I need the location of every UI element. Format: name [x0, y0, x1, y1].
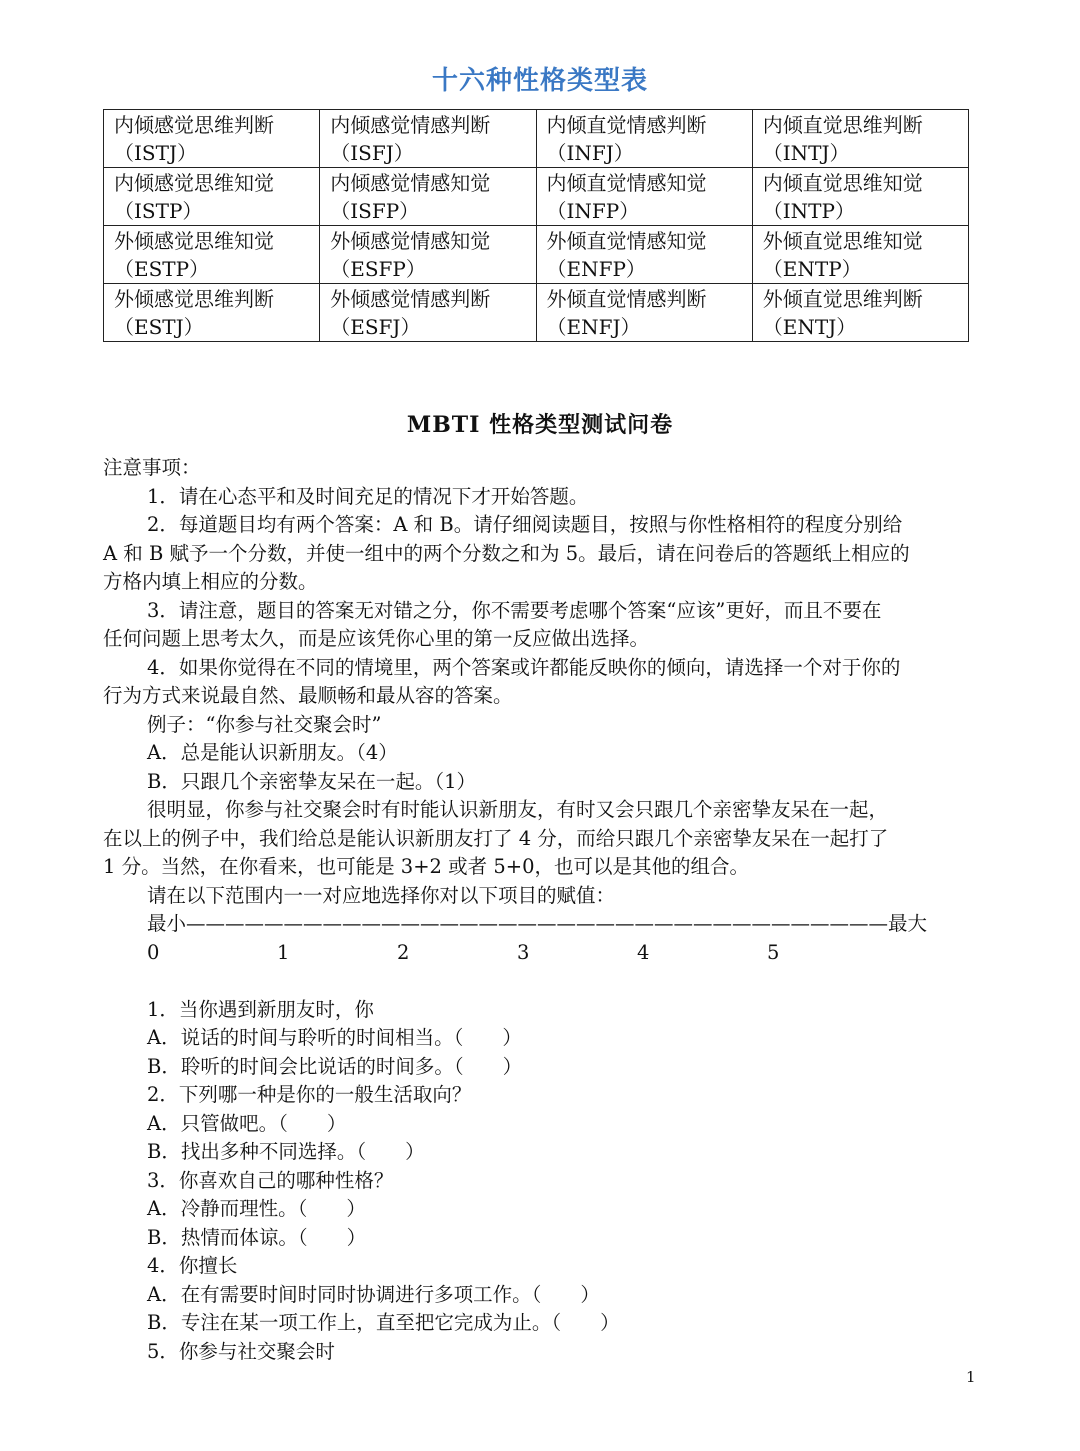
question-option: A．冷静而理性。（ ） — [147, 1197, 366, 1220]
type-code: （ESFJ） — [330, 315, 421, 339]
type-code: （INFJ） — [546, 141, 634, 165]
question-option: B．热情而体谅。（ ） — [147, 1225, 367, 1249]
question-option: B．找出多种不同选择。（ ） — [147, 1140, 425, 1163]
table-cell — [536, 168, 752, 226]
type-code: （ENTJ） — [762, 315, 857, 339]
table-cell — [536, 226, 752, 284]
type-name-cn: 内倾感觉思维知觉 — [114, 171, 274, 195]
scale-numbers — [103, 939, 979, 968]
explanation-line: 很明显，你参与社交聚会时有时能认识新朋友，有时又会只跟几个亲密挚友呆在一起， — [147, 798, 889, 821]
scale-value: 2 — [397, 940, 410, 964]
questionnaire-body — [103, 454, 979, 1366]
note-line: 1．请在心态平和及时间充足的情况下才开始答题。 — [147, 484, 589, 508]
example-heading: 例子：“你参与社交聚会时” — [147, 712, 382, 736]
note-line: 行为方式来说最自然、最顺畅和最从容的答案。 — [103, 684, 513, 707]
type-name-cn: 内倾感觉思维判断 — [114, 113, 274, 137]
type-name-cn: 内倾感觉情感知觉 — [330, 171, 491, 195]
scale-value: 3 — [517, 940, 530, 964]
type-code: （ENFP） — [546, 257, 646, 281]
question: 4．你擅长 — [147, 1254, 238, 1277]
example-option: A．总是能认识新朋友。（4） — [147, 741, 398, 764]
type-name-cn: 内倾直觉思维判断 — [762, 113, 923, 137]
table-cell — [104, 168, 320, 226]
type-name-cn: 内倾直觉情感判断 — [546, 113, 707, 137]
type-code: （INTP） — [762, 199, 855, 223]
table-cell — [752, 110, 968, 168]
question: 5．你参与社交聚会时 — [147, 1339, 335, 1363]
note-line: 3．请注意，题目的答案无对错之分，你不需要考虑哪个答案“应该”更好，而且不要在 — [147, 598, 882, 622]
table-cell — [752, 284, 968, 342]
type-name-cn: 外倾感觉情感知觉 — [330, 229, 491, 253]
question: 2．下列哪一种是你的一般生活取向？ — [147, 1083, 472, 1106]
note-line: 4．如果你觉得在不同的情境里，两个答案或许都能反映你的倾向，请选择一个对于你的 — [147, 655, 901, 679]
type-name-cn: 外倾感觉思维判断 — [114, 287, 274, 311]
table-cell — [536, 284, 752, 342]
table-row — [104, 226, 969, 284]
type-name-cn: 外倾直觉思维判断 — [762, 287, 923, 311]
scale-instruction: 请在以下范围内一一对应地选择你对以下项目的赋值： — [147, 883, 616, 907]
personality-types-table — [103, 109, 969, 342]
scale-value: 1 — [277, 940, 290, 964]
type-code: （ISTJ） — [114, 141, 197, 165]
question: 1．当你遇到新朋友时，你 — [147, 997, 374, 1021]
question-option: A．只管做吧。（ ） — [147, 1111, 347, 1135]
type-code: （ENFJ） — [546, 315, 641, 339]
question: 3．你喜欢自己的哪种性格？ — [147, 1168, 394, 1192]
table-cell — [320, 110, 536, 168]
type-code: （ESTP） — [114, 257, 210, 281]
note-line: A 和 B 赋予一个分数，并使一组中的两个分数之和为 5。最后，请在问卷后的答题纸上相应的 — [103, 541, 910, 565]
table-cell — [104, 284, 320, 342]
table-cell — [320, 168, 536, 226]
table-row — [104, 168, 969, 226]
table-cell — [104, 226, 320, 284]
question-option: A．在有需要时间时同时协调进行多项工作。（ ） — [147, 1282, 600, 1306]
type-name-cn: 外倾直觉思维知觉 — [762, 229, 923, 253]
page-title: 十六种性格类型表 — [431, 66, 648, 96]
type-name-cn: 外倾直觉情感判断 — [546, 287, 707, 311]
table-cell — [536, 110, 752, 168]
table-cell — [752, 168, 968, 226]
explanation-line: 在以上的例子中，我们给总是能认识新朋友打了 4 分，而给只跟几个亲密挚友呆在一起打了 — [103, 826, 889, 850]
example-option: B．只跟几个亲密挚友呆在一起。（1） — [147, 769, 476, 793]
type-code: （ISFP） — [330, 199, 420, 223]
table-cell — [320, 226, 536, 284]
question-option: A．说话的时间与聆听的时间相当。（ ） — [147, 1026, 522, 1049]
page-number: 1 — [966, 1368, 976, 1386]
table-row — [104, 284, 969, 342]
type-code: （ESFP） — [330, 257, 426, 281]
type-code: （ISTP） — [114, 199, 203, 223]
type-code: （INFP） — [546, 199, 640, 223]
scale-value: 0 — [147, 940, 160, 964]
type-name-cn: 内倾直觉情感知觉 — [546, 171, 707, 195]
question-option: B．专注在某一项工作上，直至把它完成为止。（ ） — [147, 1311, 620, 1334]
type-code: （ESTJ） — [114, 315, 204, 339]
scale-value: 4 — [637, 940, 650, 964]
table-cell — [104, 110, 320, 168]
type-code: （INTJ） — [762, 141, 850, 165]
type-code: （ENTP） — [762, 257, 862, 281]
spacer — [103, 967, 979, 996]
type-name-cn: 内倾感觉情感判断 — [330, 113, 491, 137]
type-code: （ISFJ） — [330, 141, 414, 165]
note-line: 2．每道题目均有两个答案：A 和 B。请仔细阅读题目，按照与你性格相符的程度分别给 — [147, 513, 903, 536]
scale-value: 5 — [767, 940, 780, 964]
explanation-line: 1 分。当然，在你看来，也可能是 3+2 或者 5+0，也可以是其他的组合。 — [103, 855, 750, 878]
type-name-cn: 外倾感觉思维知觉 — [114, 229, 274, 253]
type-name-cn: 外倾直觉情感知觉 — [546, 229, 707, 253]
table-row — [104, 110, 969, 168]
table-cell — [320, 284, 536, 342]
questionnaire-title: MBTI 性格类型测试问卷 — [406, 412, 674, 438]
note-line: 方格内填上相应的分数。 — [103, 570, 318, 593]
table-cell — [752, 226, 968, 284]
type-name-cn: 内倾直觉思维知觉 — [762, 171, 923, 195]
scale-range: 最小————————————————————————————————————最大 — [147, 912, 927, 935]
type-name-cn: 外倾感觉情感判断 — [330, 287, 491, 311]
question-option: B．聆听的时间会比说话的时间多。（ ） — [147, 1054, 523, 1078]
note-line: 任何问题上思考太久，而是应该凭你心里的第一反应做出选择。 — [103, 627, 650, 650]
notes-heading: 注意事项： — [103, 456, 201, 479]
